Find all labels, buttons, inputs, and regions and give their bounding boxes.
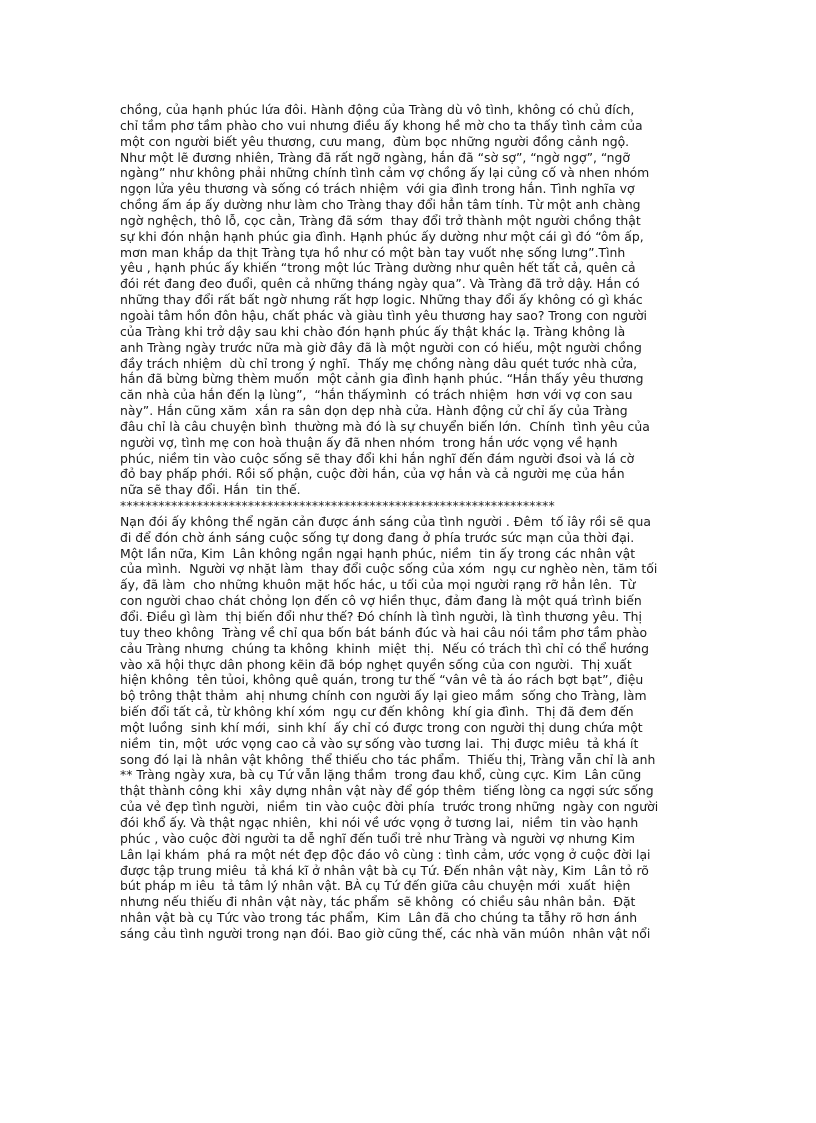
text-line: ngờ nghệch, thô lỗ, cọc cằn, Tràng đã sớm thay đổi trở thành một người chồng thật — [120, 212, 641, 228]
text-line: ngọn lửa yêu thương và sống có trách nhiệm với gia đình trong hắn. Tình nghĩa vợ — [120, 181, 635, 197]
text-line: Một lần nữa, Kim Lân không ngần ngại hạnh phúc, niềm tin ấy trong các nhân vật — [120, 545, 636, 561]
text-line: ngàng” như không phải những chính tình cảm vợ chồng ấy lại củng cố và nhen nhóm — [120, 165, 650, 181]
text-line: chỉ tầm phơ tầm phào cho vui nhưng điều ấy khong hề mờ cho ta thấy tình cảm của — [120, 117, 643, 133]
text-line: anh Tràng ngày trước nữa mà giờ đây đã là một người con có hiếu, một người chồng — [120, 339, 642, 355]
text-line: biến đổi tất cả, từ không khí xóm ngụ cư đến không khí gia đình. Thị đã đem đến — [120, 704, 634, 720]
text-line: yêu , hạnh phúc ấy khiến “trong một lúc Tràng dường như quên hết tất cả, quên cả — [120, 260, 636, 276]
text-line: Lân lại khám phá ra một nét đẹp độc đáo vô cùng : tình cảm, ước vọng ở cuộc đời lại — [120, 846, 651, 862]
text-line: người vợ, tình mẹ con hoà thuận ấy đã nhen nhóm trong hắn ước vọng về hạnh — [120, 434, 618, 450]
text-line: phúc, niềm tin vào cuộc sống sẽ thay đổi khi hắn nghĩ đến đám người đsoi và lá cờ — [120, 450, 635, 466]
text-line: mơn man khắp da thịt Tràng tựa hồ như có một bàn tay vuốt nhẹ sống lưng”.Tình — [120, 244, 626, 260]
text-line: sáng cảu tình người trong nạn đói. Bao giờ cũng thế, các nhà văn múôn nhân vật nổi — [120, 925, 651, 941]
text-line: song đó lại là nhân vật không thể thiếu cho tác phẩm. Thiếu thị, Tràng vẫn chỉ là anh — [120, 751, 656, 767]
text-line: đầy trách nhiệm dù chỉ trong ý nghĩ. Thấy mẹ chồng nàng dâu quét tước nhà cửa, — [120, 355, 638, 371]
text-line: con người chao chát chỏng lọn đến cô vợ hiền thục, đảm đang là một quá trình biến — [120, 593, 642, 609]
text-line: đổi. Điều gì làm thị biến đổi như thế? Đó chính là tình người, là tình thương yêu. Thị — [120, 609, 642, 624]
text-line: thật thành công khi xây dựng nhân vật này để góp thêm tiếng lòng ca ngợi sức sống — [120, 783, 654, 799]
paragraph-1 — [120, 102, 700, 498]
text-line: đỏ bay phấp phới. Rồi số phận, cuộc đời hắn, của vợ hắn và cả người mẹ của hắn — [120, 466, 625, 482]
text-line: đói khổ ấy. Và thật ngạc nhiên, khi nói về ước vọng ở tương lai, niềm tin vào hạnh — [120, 814, 639, 830]
text-line: bộ trông thật thảm ahị nhưng chính con người ấy lại gieo mầm sống cho Tràng, làm — [120, 688, 647, 704]
text-line: chồng ấm áp ấy dường như làm cho Tràng thay đổi hẳn tâm tính. Từ một anh chàng — [120, 197, 641, 213]
text-line: ngoài tâm hồn đôn hậu, chất phác và giàu tình yêu thương hay sao? Trong con người — [120, 307, 647, 323]
text-line: cảu Tràng nhưng chúng ta không khinh miệt thị. Nếu có trách thì chỉ có thể hướng — [120, 640, 650, 656]
text-line: căn nhà của hắn đến lạ lùng”, “hắn thấymình có trách nhiệm hơn với vợ con sau — [120, 387, 633, 403]
text-line: bút pháp m iêu tả tâm lý nhân vật. BÀ cụ Tứ đến giữa câu chuyện mới xuất hiện — [120, 878, 631, 894]
text-line: hiện không tên tủoi, không quê quán, trong tư thế “vân vê tà áo rách bợt bạt”, điệu — [120, 672, 644, 688]
text-line: hắn đã bừng bừng thèm muốn một cảnh gia đình hạnh phúc. “Hắn thấy yêu thương — [120, 371, 644, 387]
text-line: này”. Hắn cũng xăm xắn ra sân dọn dẹp nhà cửa. Hành động cử chỉ ấy của Tràng — [120, 403, 628, 419]
text-line: vào xã hội thực dân phong kẽin đã bóp nghẹt quyền sống của con người. Thị xuất — [120, 656, 632, 672]
paragraph-2 — [120, 514, 700, 942]
text-line: đâu chỉ là câu chuyện bình thường mà đó là sự chuyển biến lớn. Chính tình yêu của — [120, 418, 650, 434]
text-line: sự khi đón nhận hạnh phúc gia đình. Hạnh phúc ấy dường như một cái gì đó “ôm ấp, — [120, 228, 644, 244]
text-line: tuy theo không Tràng về chỉ qua bốn bát bánh đúc và hai câu nói tầm phơ tầm phào — [120, 624, 648, 640]
separator-line: ******************************************************************** — [120, 498, 555, 514]
text-line: nhưng nếu thiếu đi nhân vật này, tác phẩm sẽ không có chiều sâu nhân bản. Đặt — [120, 894, 636, 910]
text-line: nữa sẽ thay đổi. Hắn tin thế. — [120, 482, 301, 498]
text-line: được tập trung miêu tả khá kĩ ở nhân vật bà cụ Tứ. Đến nhân vật này, Kim Lân tỏ rõ — [120, 862, 649, 878]
text-line: ấy, đã làm cho những khuôn mặt hốc hác, u tối của mọi người rạng rỡ hẳn lên. Từ — [120, 577, 636, 593]
text-line: một luồng sinh khí mới, sinh khí ấy chỉ có được trong con người thị dung chứa một — [120, 719, 643, 735]
text-line: của Tràng khi trở dậy sau khi chào đón hạnh phúc ấy thật khác lạ. Tràng không là — [120, 323, 626, 339]
text-line: của mình. Người vợ nhặt làm thay đổi cuộc sống của xóm ngụ cư nghèo nèn, tăm tối — [120, 561, 658, 577]
text-line: chồng, của hạnh phúc lứa đôi. Hành động của Tràng dù vô tình, không có chủ đích, — [120, 102, 635, 117]
text-line: một con người biết yêu thương, cưu mang, đùm bọc những người đồng cảnh ngộ. — [120, 133, 630, 149]
text-line: Như một lẽ đương nhiên, Tràng đã rất ngỡ ngàng, hắn đã “sờ sợ”, “ngờ ngợ”, “ngỡ — [120, 149, 630, 165]
text-line: đói rét đang đeo đuổi, quên cả những tháng ngày qua”. Và Tràng đã trở dậy. Hắn có — [120, 276, 640, 292]
text-line: niềm tin, một ước vọng cao cả vào sự sống vào tương lai. Thị được miêu tả khá ít — [120, 735, 639, 751]
text-line: đi để đón chờ ánh sáng cuộc sống tự dong đang ở phía trước sức mạn của thời đại. — [120, 529, 635, 545]
text-line: Nạn đói ấy không thể ngăn cản được ánh sáng của tình người . Đêm tố ỉây rồi sẽ qua — [120, 513, 651, 529]
text-line: của vẻ đẹp tình người, niềm tin vào cuộc đời phía trước trong những ngày con người — [120, 799, 659, 815]
text-line: nhân vật bà cụ Tức vào trong tác phẩm, Kim Lân đã cho chúng ta tẫhy rõ hơn ánh — [120, 910, 638, 926]
text-line: những thay đổi rất bất ngờ nhưng rất hợp logic. Những thay đổi ấy không có gì khác — [120, 292, 643, 308]
document-page — [120, 102, 700, 942]
text-line: phúc , vào cuộc đời người ta dễ nghĩ đến tuổi trẻ như Tràng và người vợ nhưng Kim — [120, 830, 635, 846]
text-line: ** Tràng ngày xưa, bà cụ Tứ vẫn lặng thầm trong đau khổ, cùng cực. Kim Lân cũng — [120, 767, 642, 783]
